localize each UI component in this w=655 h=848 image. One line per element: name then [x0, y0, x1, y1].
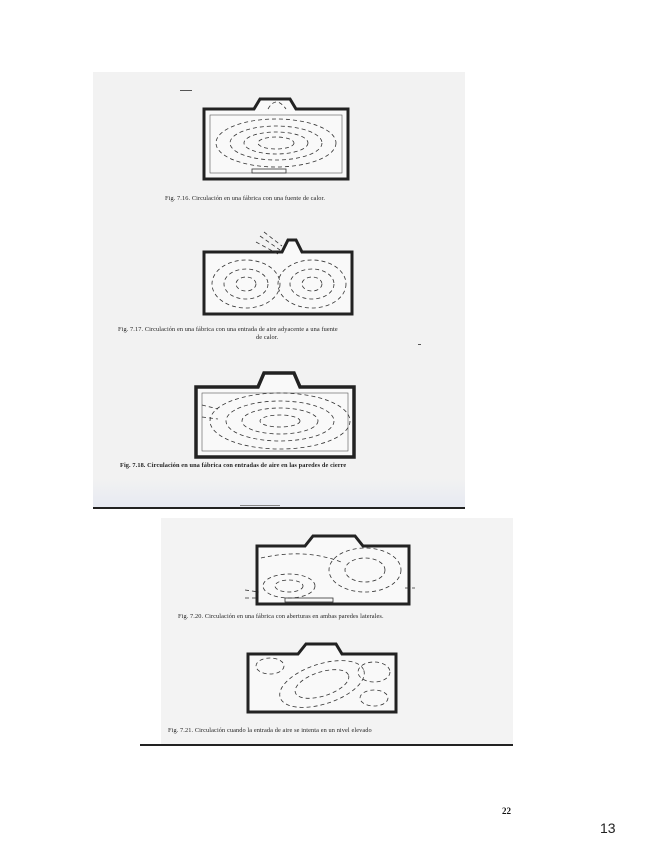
scan-mark — [418, 344, 421, 345]
figure-7-18 — [188, 365, 360, 461]
figure-caption: Fig. 7.21. Circulación cuando la entrada de aire se intenta en un nivel elevado — [168, 727, 372, 734]
scan-mark — [240, 505, 280, 506]
figure-7-20 — [245, 528, 415, 608]
scan-mark — [180, 90, 192, 91]
figure-caption-line1: Fig. 7.17. Circulación en una fábrica con una entrada de aire adyacente a una fuente — [118, 326, 338, 333]
page-number-small: 22 — [502, 806, 511, 816]
figure-caption: Fig. 7.16. Circulación en una fábrica con una fuente de calor. — [165, 195, 326, 202]
scan-edge-line — [93, 507, 465, 509]
figure-7-16 — [196, 95, 356, 185]
figure-caption: Fig. 7.20. Circulación en una fábrica con aberturas en ambas paredes laterales. — [178, 613, 384, 620]
slide-number: 13 — [600, 820, 616, 836]
figure-7-16-drawing — [196, 95, 356, 185]
figure-7-21 — [242, 636, 402, 716]
figure-7-21-drawing — [242, 636, 402, 716]
bottom-rule — [140, 744, 513, 746]
figure-7-17-drawing — [198, 228, 358, 320]
figure-7-18-drawing — [188, 365, 360, 461]
figure-7-20-drawing — [245, 528, 415, 608]
figure-caption-line2: de calor. — [256, 334, 279, 341]
figure-caption: Fig. 7.18. Circulación en una fábrica con entradas de aire en las paredes de cierre — [120, 462, 347, 469]
figure-7-17 — [198, 228, 358, 320]
